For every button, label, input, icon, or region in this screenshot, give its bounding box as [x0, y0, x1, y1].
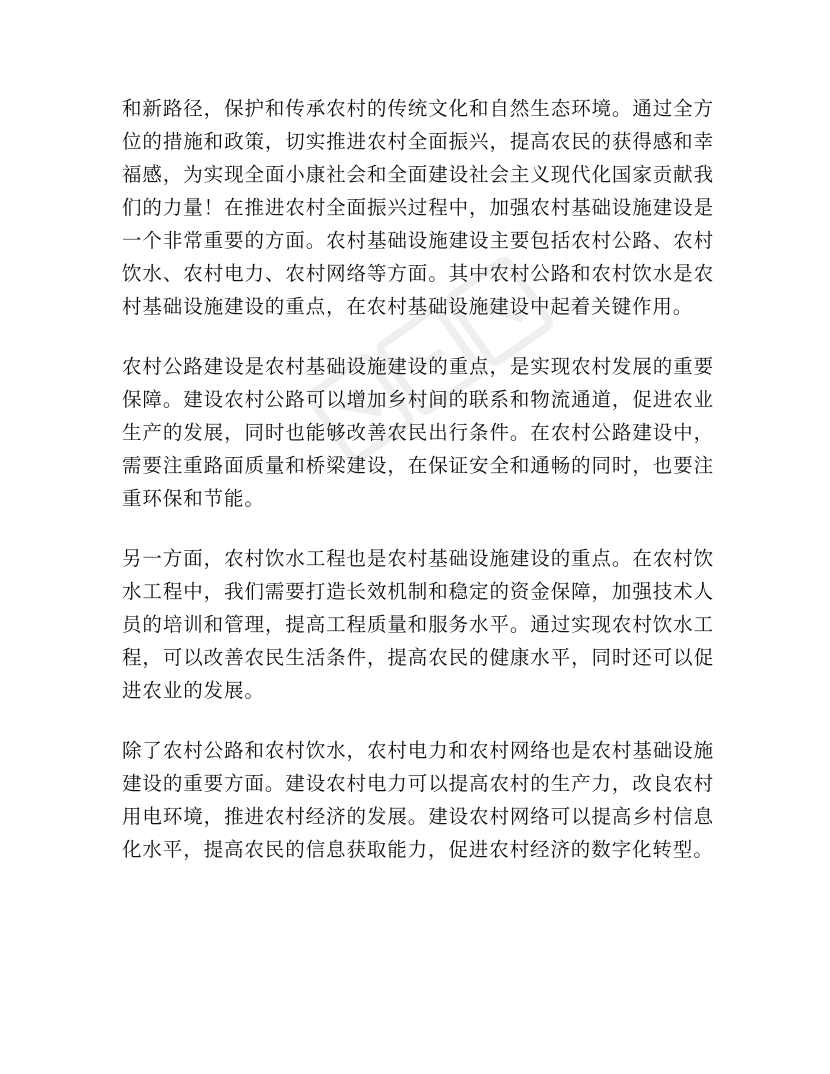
paragraph-4: 除了农村公路和农村饮水，农村电力和农村网络也是农村基础设施建设的重要方面。建设农村电力可以提高农村的生产力，改良农村用电环境，推进农村经济的发展。建设农村网络可以提高乡村信息化水平，提高农民的信息获取能力，促进农村经济的数字化转型。	[122, 739, 714, 861]
paragraph-3: 另一方面，农村饮水工程也是农村基础设施建设的重点。在农村饮水工程中，我们需要打造长效机制和稳定的资金保障，加强技术人员的培训和管理，提高工程质量和服务水平。通过实现农村饮水工程，可以改善农民生活条件，提高农民的健康水平，同时还可以促进农业的发展。	[122, 547, 714, 702]
paragraph-1: 和新路径，保护和传承农村的传统文化和自然生态环境。通过全方位的措施和政策，切实推进农村全面振兴，提高农民的获得感和幸福感，为实现全面小康社会和全面建设社会主义现代化国家贡献我们的力量！在推进农村全面振兴过程中，加强农村基础设施建设是一个非常重要的方面。农村基础设施建设主要包括农村公路、农村饮水、农村电力、农村网络等方面。其中农村公路和农村饮水是农村基础设施建设的重点，在农村基础设施建设中起着关键作用。	[122, 97, 714, 318]
document-body	[122, 92, 714, 866]
paragraph-2: 农村公路建设是农村基础设施建设的重点，是实现农村发展的重要保障。建设农村公路可以增加乡村间的联系和物流通道，促进农业生产的发展，同时也能够改善农民出行条件。在农村公路建设中，需要注重路面质量和桥梁建设，在保证安全和通畅的同时，也要注重环保和节能。	[122, 355, 714, 510]
